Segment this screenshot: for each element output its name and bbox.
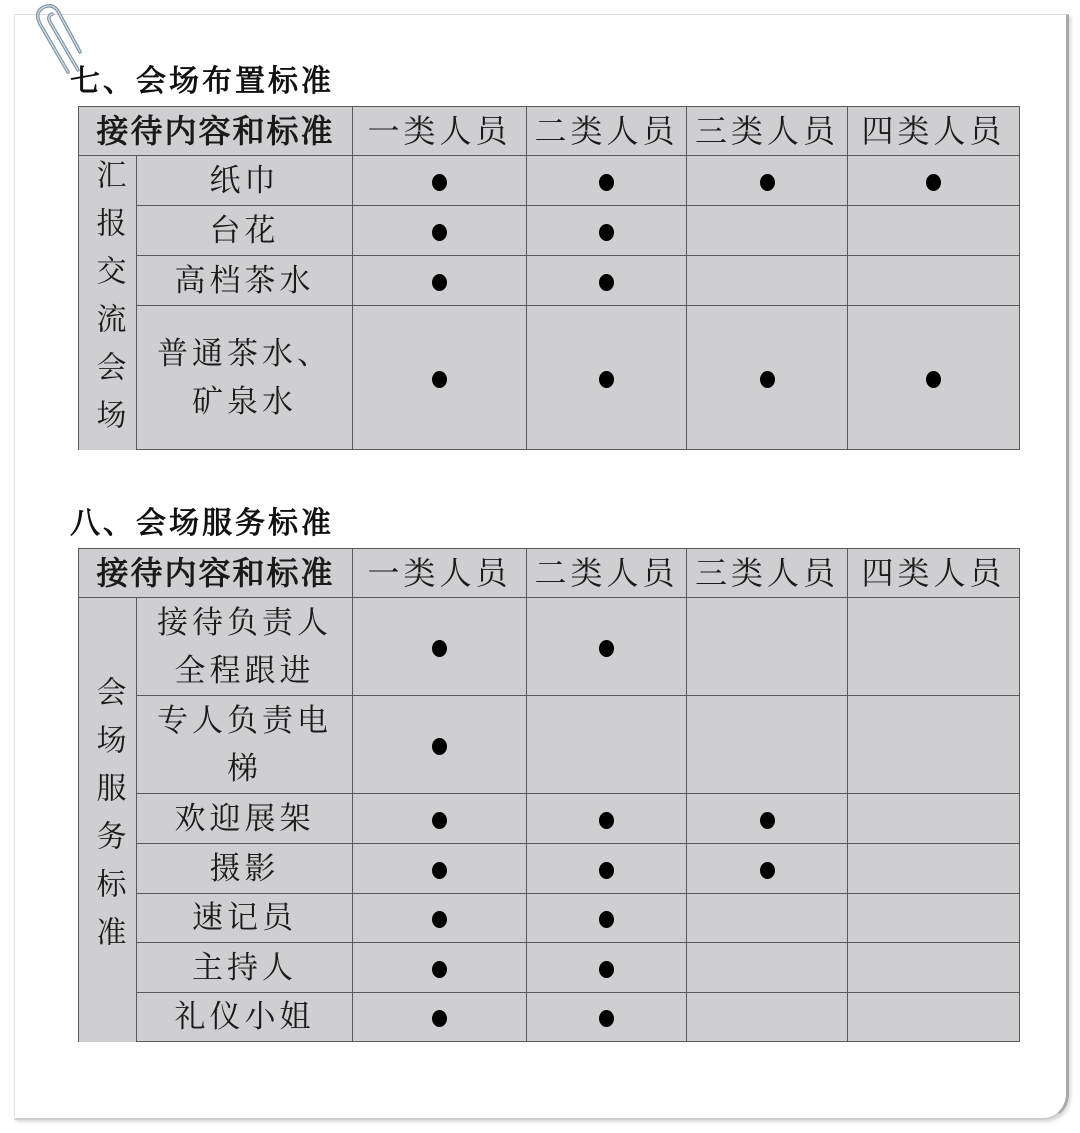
dot-mark-icon — [432, 812, 447, 829]
dot-mark-icon — [926, 174, 941, 191]
dot-mark-icon — [760, 174, 775, 191]
dot-mark-icon — [599, 862, 614, 879]
table-row — [79, 598, 1020, 696]
table-header-row — [79, 549, 1020, 598]
row-item — [137, 306, 353, 450]
mark-cell — [848, 894, 1020, 943]
row-item — [137, 696, 353, 794]
row-item: 主持人 — [137, 943, 353, 993]
table-row — [79, 844, 1020, 894]
mark-cell — [687, 306, 848, 450]
mark-cell — [687, 894, 848, 943]
table-row — [79, 156, 1020, 206]
mark-cell — [687, 156, 848, 206]
dot-mark-icon — [599, 371, 614, 388]
mark-cell — [527, 943, 687, 993]
mark-cell — [848, 256, 1020, 306]
mark-cell — [353, 598, 527, 696]
table-row — [79, 943, 1020, 993]
dot-mark-icon — [432, 274, 447, 291]
row-item: 速记员 — [137, 894, 353, 943]
dot-mark-icon — [432, 224, 447, 241]
header-class-4: 四类人员 — [848, 107, 1020, 156]
row-item-line: 全程跟进 — [174, 652, 315, 689]
dot-mark-icon — [599, 812, 614, 829]
row-item: 纸巾 — [137, 156, 353, 206]
header-class-3: 三类人员 — [687, 107, 848, 156]
dot-mark-icon — [432, 1010, 447, 1027]
mark-cell — [527, 306, 687, 450]
mark-cell — [848, 993, 1020, 1042]
mark-cell — [527, 206, 687, 256]
mark-cell — [687, 696, 848, 794]
row-item: 台花 — [137, 206, 353, 256]
mark-cell — [848, 156, 1020, 206]
header-standard: 接待内容和标准 — [79, 549, 353, 598]
dot-mark-icon — [599, 174, 614, 191]
row-item-line: 普通茶水、 — [157, 335, 332, 372]
dot-mark-icon — [432, 862, 447, 879]
group-label: 汇报交流会场 — [79, 156, 137, 450]
dot-mark-icon — [599, 911, 614, 928]
header-class-2: 二类人员 — [527, 549, 687, 598]
mark-cell — [687, 598, 848, 696]
mark-cell — [353, 993, 527, 1042]
dot-mark-icon — [760, 371, 775, 388]
row-item: 高档茶水 — [137, 256, 353, 306]
dot-mark-icon — [599, 640, 614, 657]
table-row — [79, 306, 1020, 450]
row-item: 摄影 — [137, 844, 353, 894]
mark-cell — [848, 696, 1020, 794]
mark-cell — [687, 206, 848, 256]
row-item-line: 专人负责电 — [157, 702, 332, 739]
mark-cell — [687, 794, 848, 844]
mark-cell — [848, 844, 1020, 894]
mark-cell — [527, 993, 687, 1042]
mark-cell — [527, 156, 687, 206]
row-item-line: 接待负责人 — [157, 604, 332, 641]
mark-cell — [353, 844, 527, 894]
mark-cell — [353, 156, 527, 206]
venue-layout-table — [78, 106, 1020, 450]
mark-cell — [527, 894, 687, 943]
mark-cell — [353, 306, 527, 450]
row-item: 礼仪小姐 — [137, 993, 353, 1042]
table-header-row — [79, 107, 1020, 156]
mark-cell — [848, 598, 1020, 696]
dot-mark-icon — [432, 961, 447, 978]
mark-cell — [527, 794, 687, 844]
header-class-1: 一类人员 — [353, 107, 527, 156]
section-title-service: 八、会场服务标准 — [70, 506, 334, 541]
mark-cell — [848, 306, 1020, 450]
mark-cell — [687, 256, 848, 306]
venue-service-table — [78, 548, 1020, 1042]
table-row — [79, 696, 1020, 794]
mark-cell — [687, 943, 848, 993]
dot-mark-icon — [432, 640, 447, 657]
mark-cell — [353, 696, 527, 794]
mark-cell — [848, 943, 1020, 993]
mark-cell — [687, 844, 848, 894]
mark-cell — [527, 598, 687, 696]
header-class-1: 一类人员 — [353, 549, 527, 598]
dot-mark-icon — [760, 862, 775, 879]
mark-cell — [353, 794, 527, 844]
header-class-2: 二类人员 — [527, 107, 687, 156]
mark-cell — [353, 206, 527, 256]
dot-mark-icon — [432, 371, 447, 388]
header-class-3: 三类人员 — [687, 549, 848, 598]
table-row — [79, 894, 1020, 943]
mark-cell — [353, 943, 527, 993]
dot-mark-icon — [432, 911, 447, 928]
header-class-4: 四类人员 — [848, 549, 1020, 598]
row-item — [137, 598, 353, 696]
header-standard: 接待内容和标准 — [79, 107, 353, 156]
dot-mark-icon — [599, 274, 614, 291]
section-title-layout: 七、会场布置标准 — [70, 64, 334, 99]
table-row — [79, 206, 1020, 256]
dot-mark-icon — [432, 174, 447, 191]
table-row — [79, 794, 1020, 844]
mark-cell — [527, 696, 687, 794]
row-item-line: 梯 — [227, 750, 262, 787]
mark-cell — [353, 256, 527, 306]
mark-cell — [687, 993, 848, 1042]
mark-cell — [527, 256, 687, 306]
dot-mark-icon — [432, 738, 447, 755]
table-row — [79, 993, 1020, 1042]
mark-cell — [527, 844, 687, 894]
table-row — [79, 256, 1020, 306]
dot-mark-icon — [599, 224, 614, 241]
dot-mark-icon — [926, 371, 941, 388]
dot-mark-icon — [760, 812, 775, 829]
mark-cell — [848, 794, 1020, 844]
mark-cell — [848, 206, 1020, 256]
dot-mark-icon — [599, 961, 614, 978]
mark-cell — [353, 894, 527, 943]
row-item-line: 矿泉水 — [192, 383, 297, 420]
group-label: 会场服务标准 — [79, 598, 137, 1042]
dot-mark-icon — [599, 1010, 614, 1027]
row-item: 欢迎展架 — [137, 794, 353, 844]
